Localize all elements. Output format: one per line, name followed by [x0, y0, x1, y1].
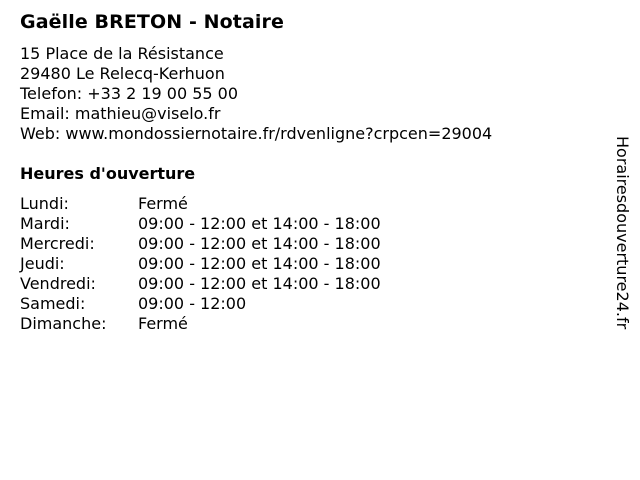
day-hours: 09:00 - 12:00	[138, 294, 247, 313]
opening-hours-list	[20, 194, 600, 334]
day-hours: 09:00 - 12:00 et 14:00 - 18:00	[138, 234, 381, 253]
day-label: Mercredi:	[20, 234, 95, 253]
day-label: Mardi:	[20, 214, 70, 233]
day-label: Dimanche:	[20, 314, 107, 333]
day-hours: 09:00 - 12:00 et 14:00 - 18:00	[138, 214, 381, 233]
hours-row-wednesday	[20, 234, 600, 254]
day-label: Jeudi:	[20, 254, 65, 273]
hours-row-thursday	[20, 254, 600, 274]
day-label: Samedi:	[20, 294, 86, 313]
address-city: 29480 Le Relecq-Kerhuon	[20, 64, 225, 83]
day-hours: 09:00 - 12:00 et 14:00 - 18:00	[138, 274, 381, 293]
business-name: Gaëlle BRETON - Notaire	[20, 11, 284, 33]
site-watermark: Horairesdouverture24.fr	[613, 136, 632, 330]
address-street: 15 Place de la Résistance	[20, 44, 224, 63]
hours-row-monday	[20, 194, 600, 214]
contact-info	[20, 44, 600, 144]
business-card	[20, 10, 600, 334]
hours-row-sunday	[20, 314, 600, 334]
day-hours: Fermé	[138, 194, 188, 213]
day-label: Lundi:	[20, 194, 69, 213]
web-line: Web: www.mondossiernotaire.fr/rdvenligne?crpcen=29004	[20, 124, 493, 143]
day-hours: Fermé	[138, 314, 188, 333]
phone-line: Telefon: +33 2 19 00 55 00	[20, 84, 239, 103]
hours-heading: Heures d'ouverture	[20, 164, 196, 183]
day-label: Vendredi:	[20, 274, 96, 293]
hours-row-friday	[20, 274, 600, 294]
hours-row-saturday	[20, 294, 600, 314]
day-hours: 09:00 - 12:00 et 14:00 - 18:00	[138, 254, 381, 273]
hours-row-tuesday	[20, 214, 600, 234]
email-line: Email: mathieu@viselo.fr	[20, 104, 221, 123]
